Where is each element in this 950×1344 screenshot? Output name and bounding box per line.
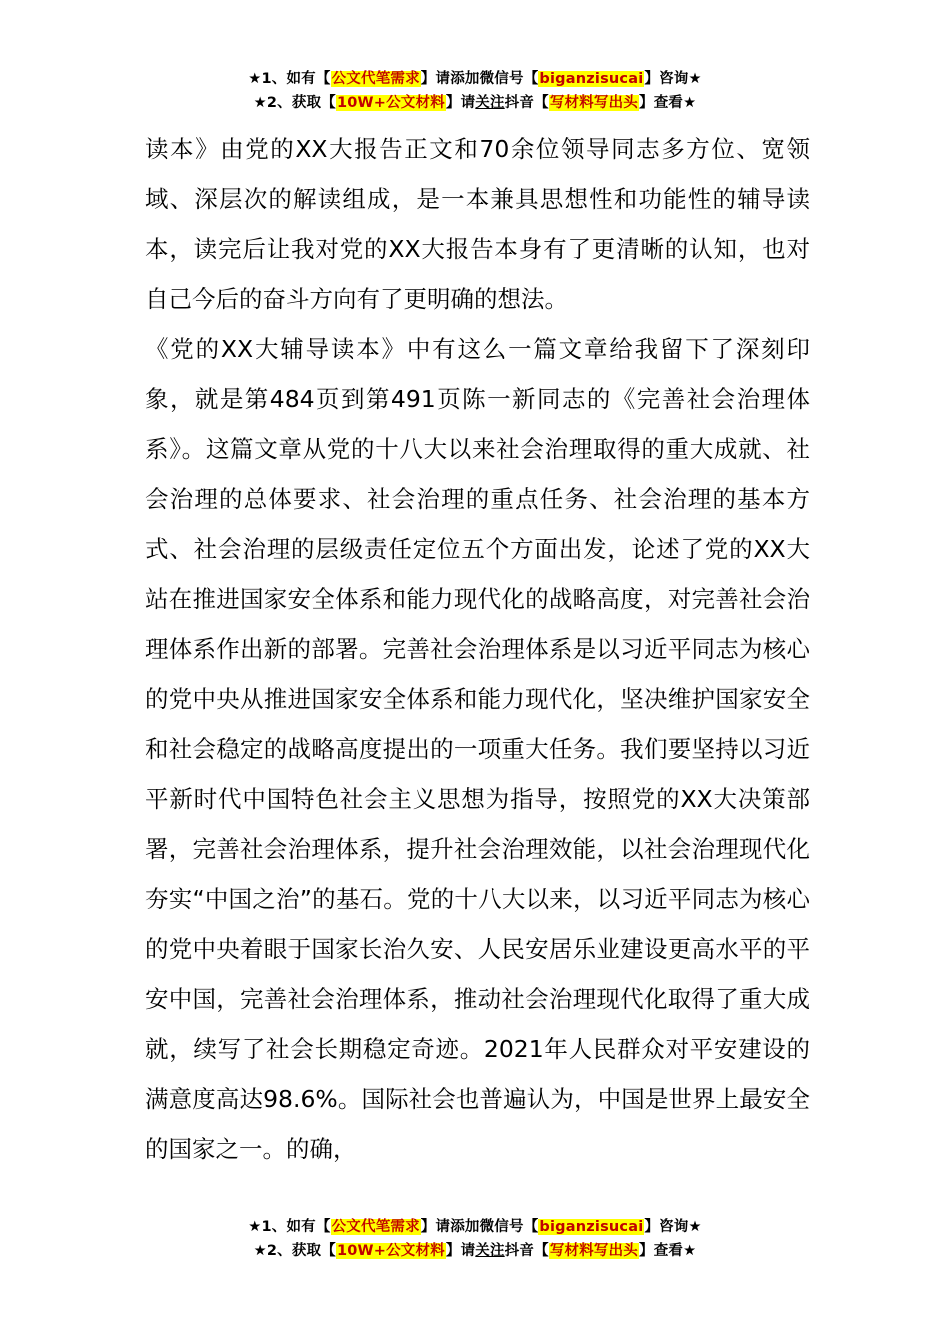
footer-line-2: ★2、获取【10W+公文材料】请关注抖音【写材料写出头】查看★ [253,1243,697,1259]
footer-highlight-ghostwriting: 公文代笔需求 [331,1219,420,1235]
document-body [145,124,810,1174]
body-paragraph-2: 《党的XX大辅导读本》中有这么一篇文章给我留下了深刻印象，就是第484页到第491页陈一新同志的《完善社会治理体系》。这篇文章从党的十八大以来社会治理取得的重大成就、社会治理的总体要求、社会治理的重点任务、社会治理的基本方式、社会治理的层级责任定位五个方面出发，论述了党的XX大站在推进国家安全体系和能力现代化的战略高度，对完善社会治理体系作出新的部署。完善社会治理体系是以习近平同志为核心的党中央从推进国家安全体系和能力现代化，坚决维护国家安全和社会稳定的战略高度提出的一项重大任务。我们要坚持以习近平新时代中国特色社会主义思想为指导，按照党的XX大决策部署，完善社会治理体系，提升社会治理效能，以社会治理现代化夯实“中国之治”的基石。党的十八大以来，以习近平同志为核心的党中央着眼于国家长治久安、人民安居乐业建设更高水平的平安中国，完善社会治理体系，推动社会治理现代化取得了重大成就，续写了社会长期稳定奇迹。2021年人民群众对平安建设的满意度高达98.6%。国际社会也普遍认为，中国是世界上最安全的国家之一。的确， [145,335,810,1163]
footer-douyin-account: 写材料写出头 [549,1243,639,1259]
header-banner [0,67,950,115]
header-emphasis-add: 添加 [450,71,480,87]
footer-banner [0,1215,950,1263]
header-highlight-ghostwriting: 公文代笔需求 [331,71,420,87]
header-emphasis-follow: 关注 [475,95,505,111]
footer-wechat-id: biganzisucai [539,1219,644,1235]
header-line-1: ★1、如有【公文代笔需求】请添加微信号【biganzisucai】咨询★ [248,71,702,87]
footer-highlight-materials: 10W+公文材料 [336,1243,445,1259]
header-wechat-id: biganzisucai [539,71,644,87]
header-line-2: ★2、获取【10W+公文材料】请关注抖音【写材料写出头】查看★ [253,95,697,111]
footer-line-1: ★1、如有【公文代笔需求】请添加微信号【biganzisucai】咨询★ [248,1219,702,1235]
footer-emphasis-follow: 关注 [475,1243,505,1259]
header-highlight-materials: 10W+公文材料 [336,95,445,111]
footer-emphasis-add: 添加 [450,1219,480,1235]
body-paragraph-1: 读本》由党的XX大报告正文和70余位领导同志多方位、宽领域、深层次的解读组成，是一本兼具思想性和功能性的辅导读本，读完后让我对党的XX大报告本身有了更清晰的认知，也对自己今后的奋斗方向有了更明确的想法。 [145,135,810,313]
header-douyin-account: 写材料写出头 [549,95,639,111]
